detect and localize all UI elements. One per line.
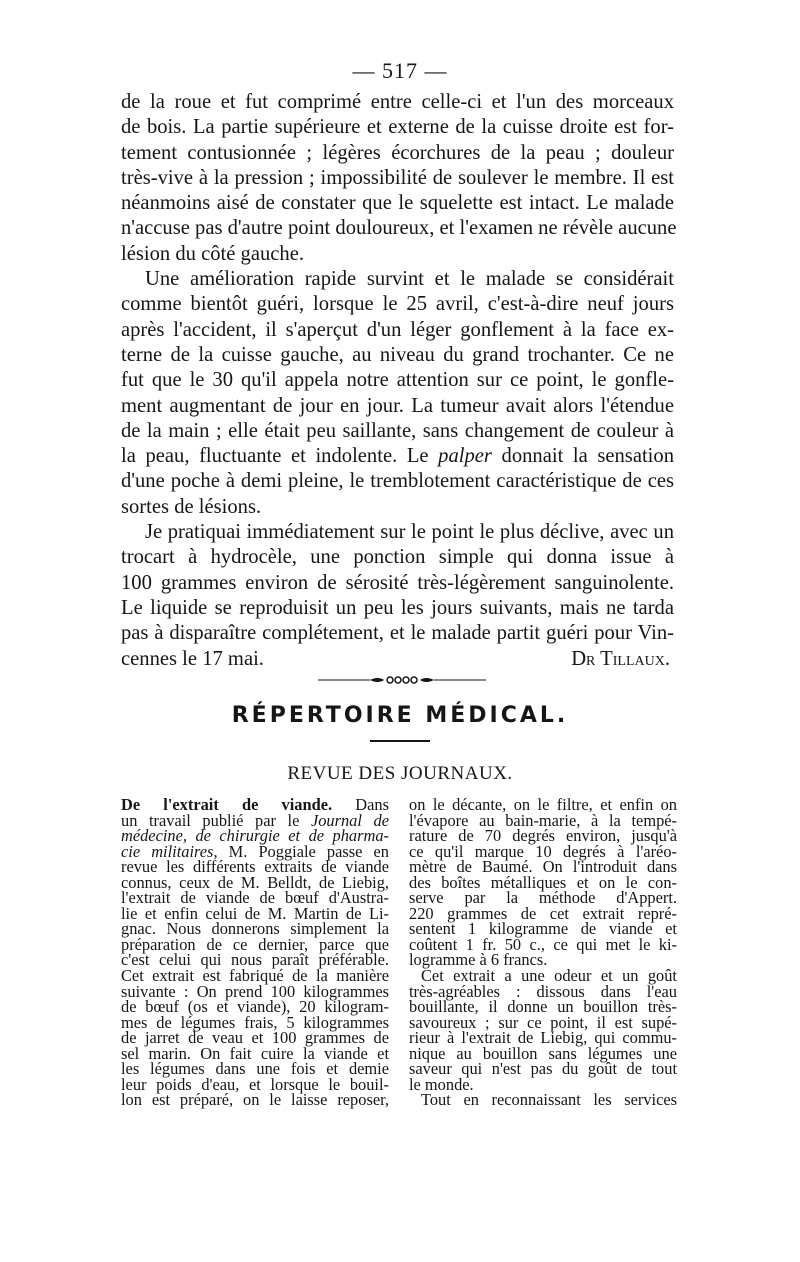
column-line: Cet extrait est fabriqué de la manière (121, 966, 389, 986)
column-line: c'est celui qui nous paraît préférable. (121, 950, 389, 970)
column-line: les légumes dans une fois et demie (121, 1059, 389, 1079)
body-line: la peau, fluctuante et indolente. Le palper donnait la sensation (121, 445, 674, 468)
column-line: des boîtes métalliques et on le con- (409, 872, 677, 892)
body-line: pas à disparaître complétement, et le malade partit guéri pour Vin- (121, 622, 674, 645)
column-line: coûtent 1 fr. 50 c., ce qui met le ki- (409, 934, 677, 954)
article-lead-title: De l'extrait de viande. (121, 795, 333, 814)
body-line: de la main ; elle était peu saillante, sans changement de couleur à (121, 419, 674, 442)
column-line: médecine, de chirurgie et de pharma- (121, 826, 389, 846)
body-line: néanmoins aisé de constater que le squelette est intact. Le malade (121, 192, 674, 215)
body-line: terne de la cuisse gauche, au niveau du grand trochanter. Ce ne (121, 343, 674, 366)
body-line: 100 grammes environ de sérosité très-légèrement sanguinolente. (121, 571, 674, 594)
column-line: rieur à l'extrait de Liebig, qui commu- (409, 1028, 677, 1048)
page-number: — 517 — (352, 58, 448, 83)
body-line: lésion du côté gauche. (121, 242, 304, 265)
column-line: suivante : On prend 100 kilogrammes (121, 981, 389, 1001)
body-line: tement contusionnée ; légères écorchures de la peau ; douleur (121, 141, 674, 164)
column-line: nique au bouillon sans légumes une (409, 1043, 677, 1063)
body-line: comme bientôt guéri, lorsque le 25 avril, c'est-à-dire neuf jours (121, 293, 674, 316)
closing-date: cennes le 17 mai. (121, 647, 264, 670)
column-line: leur poids d'eau, et lorsque le bouil- (121, 1074, 389, 1094)
column-line: logramme à 6 francs. (409, 950, 548, 970)
column-line: mes de légumes frais, 5 kilogrammes (121, 1012, 389, 1032)
body-line: de la roue et fut comprimé entre celle-ci et l'un des morceaux (121, 91, 674, 113)
column-line: ce qu'il marque 10 degrés à l'aréo- (409, 841, 677, 861)
column-line: bouillante, il donne un bouillon très- (409, 997, 677, 1017)
left-column (121, 797, 389, 1108)
column-line: on le décante, on le filtre, et enfin on (409, 795, 677, 814)
column-line: 220 grammes de cet extrait repré- (409, 903, 677, 923)
column-line: Tout en reconnaissant les services (421, 1090, 677, 1110)
column-line: revue les différents extraits de viande (121, 857, 389, 877)
body-line: Je pratiquai immédiatement sur le point le plus déclive, avec un (145, 521, 674, 544)
body-line: Une amélioration rapide survint et le malade se considérait (145, 268, 674, 291)
column-line: de jarret de veau et 100 grammes de (121, 1028, 389, 1048)
column-line: cie militaires, M. Poggiale passe en (121, 841, 389, 861)
body-line: Le liquide se reproduisit un peu les jours suivants, mais ne tarda (121, 596, 674, 619)
body-text (121, 90, 677, 672)
column-line: Cet extrait a une odeur et un goût (421, 966, 677, 986)
column-line: savoureux ; sur ce point, il est supé- (409, 1012, 677, 1032)
body-line: d'une poche à demi pleine, le tremblotement caractéristique de ces (121, 470, 674, 493)
column-line: lon est préparé, on le laisse reposer, (121, 1090, 389, 1110)
column-line: de bœuf (os et viande), 20 kilogram- (121, 997, 389, 1017)
column-line: rature de 70 degrés environ, jusqu'à (409, 826, 677, 846)
right-column (409, 797, 677, 1108)
body-line: de bois. La partie supérieure et externe de la cuisse droite est for- (121, 116, 674, 139)
column-line: gnac. Nous donnerons simplement la (121, 919, 389, 939)
two-column-section (121, 797, 677, 1127)
column-line: sentent 1 kilogramme de viande et (409, 919, 677, 939)
closing-line (121, 647, 674, 672)
column-line: préparation de ce dernier, parce que (121, 934, 389, 954)
body-line: fut que le 30 qu'il appela notre attention sur ce point, le gonfle- (121, 369, 674, 392)
body-line: n'accuse pas d'autre point douloureux, et l'examen ne révèle aucune (121, 217, 677, 240)
body-paragraphs (121, 90, 677, 647)
body-line: ment augmentant de jour en jour. La tumeur avait alors l'étendue (121, 394, 674, 417)
column-line: l'évapore au bain-marie, à la tempé- (409, 810, 677, 830)
body-line: trocart à hydrocèle, une ponction simple qui donna issue à (121, 546, 674, 569)
column-line: le monde. (409, 1074, 474, 1094)
body-line: très-vive à la pression ; impossibilité de soulever le membre. Il est (121, 166, 674, 189)
column-line: mètre de Baumé. On l'introduit dans (409, 857, 677, 877)
column-line: sel marin. On fait cuire la viande et (121, 1043, 389, 1063)
column-line: serve par la méthode d'Appert. (409, 888, 677, 908)
column-line: un travail publié par le Journal de (121, 810, 389, 830)
column-line-text: Dans (332, 795, 389, 814)
subsection-title: REVUE DES JOURNAUX. (287, 763, 513, 784)
title-rule (370, 740, 430, 742)
section-title: RÉPERTOIRE MÉDICAL. (231, 703, 569, 728)
author-signature: Dr Tillaux. (571, 647, 670, 670)
column-line: très-agréables : dissous dans l'eau (409, 981, 677, 1001)
column-line: l'extrait de viande de bœuf d'Austra- (121, 888, 389, 908)
body-line: après l'accident, il s'aperçut d'un léger gonflement à la face ex- (121, 318, 674, 341)
column-line: saveur qui n'est pas du goût de tout (409, 1059, 677, 1079)
body-line: sortes de lésions. (121, 495, 262, 518)
ornament-divider (318, 675, 486, 685)
column-line: connus, ceux de M. Belldt, de Liebig, (121, 872, 389, 892)
column-line: lie et enfin celui de M. Martin de Li- (121, 903, 389, 923)
